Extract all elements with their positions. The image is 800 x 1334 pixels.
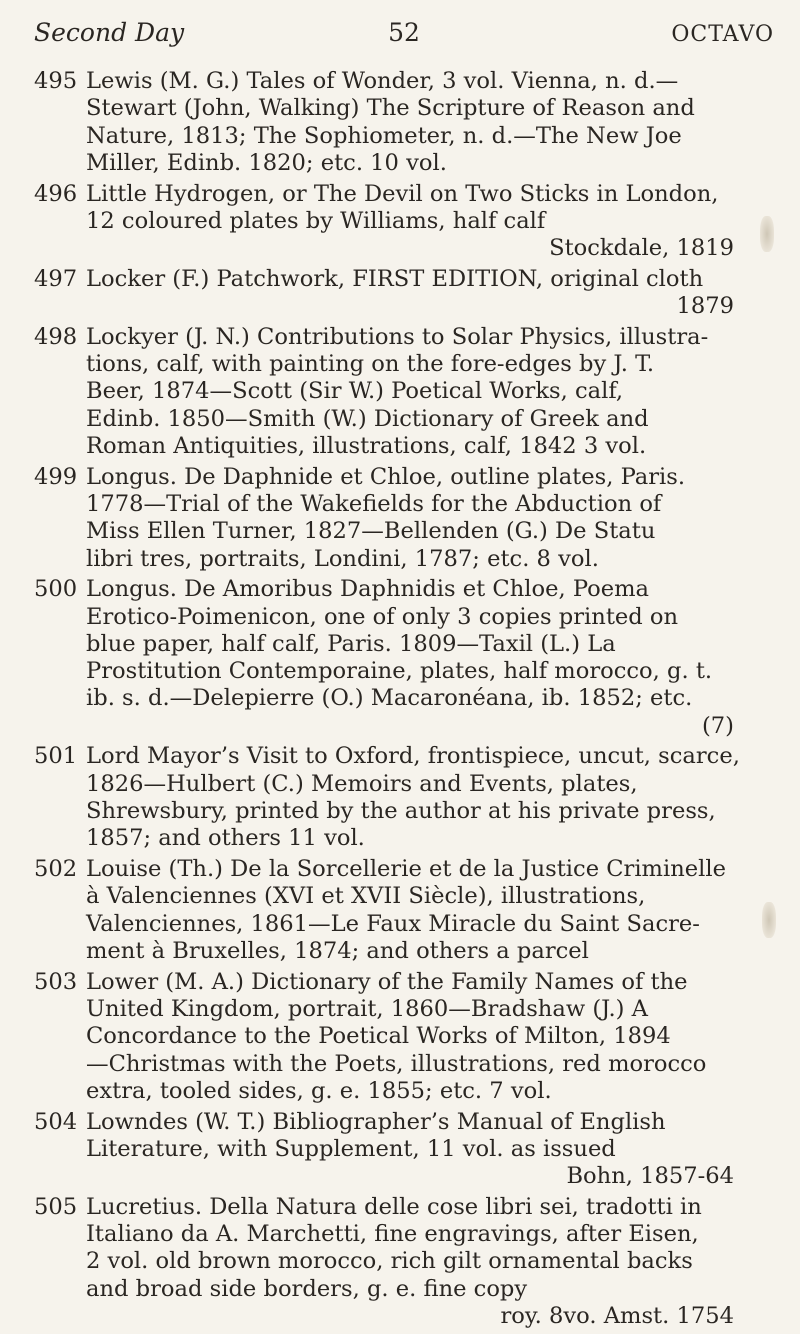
- lot-number: 495: [34, 68, 78, 94]
- lot-description-line: Locker (F.) Patchwork, FIRST EDITION, original cloth: [86, 265, 704, 292]
- lot-description-line: roy. 8vo. Amst. 1754: [500, 1302, 734, 1329]
- lot-description-line: Stockdale, 1819: [549, 235, 734, 262]
- lot-description-line: Roman Antiquities, illustrations, calf, 1842 3 vol.: [86, 433, 647, 460]
- margin-mark: [760, 216, 774, 252]
- lot-description-line: and broad side borders, g. e. fine copy: [86, 1275, 528, 1302]
- lot-number: 504: [34, 1108, 78, 1135]
- header-day: Second Day: [34, 18, 185, 47]
- lot-entry: [34, 181, 734, 263]
- lot-description-line: tions, calf, with painting on the fore-edges by J. T.: [86, 351, 655, 378]
- lot-list: [34, 68, 740, 1334]
- lot-number: 496: [34, 180, 78, 207]
- lot-description-line: Edinb. 1850—Smith (W.) Dictionary of Greek and: [86, 405, 649, 432]
- lot-description-line: Stewart (John, Walking) The Scripture of Reason and: [86, 95, 695, 122]
- lot-description-line: 1857; and others 11 vol.: [86, 825, 365, 852]
- lot-description-line: Valenciennes, 1861—Le Faux Miracle du Saint Sacre-: [86, 910, 700, 937]
- lot-entry: [34, 856, 734, 965]
- lot-description-line: extra, tooled sides, g. e. 1855; etc. 7 vol.: [86, 1077, 552, 1104]
- lot-description-line: Lucretius. Della Natura delle cose libri sei, tradotti in: [86, 1193, 702, 1220]
- lot-description-line: Little Hydrogen, or The Devil on Two Sticks in London,: [86, 180, 719, 207]
- lot-number: 503: [34, 968, 78, 995]
- lot-description-line: Lower (M. A.) Dictionary of the Family Names of the: [86, 968, 688, 995]
- lot-description-line: Louise (Th.) De la Sorcellerie et de la Justice Criminelle: [86, 856, 726, 883]
- page-number: 52: [388, 18, 420, 47]
- lot-description-line: —Christmas with the Poets, illustrations, red morocco: [86, 1050, 707, 1077]
- lot-description-line: Miss Ellen Turner, 1827—Bellenden (G.) De Statu: [86, 518, 656, 545]
- lot-entry: [34, 68, 734, 177]
- lot-description-line: Beer, 1874—Scott (Sir W.) Poetical Works, calf,: [86, 378, 624, 405]
- lot-description-line: blue paper, half calf, Paris. 1809—Taxil (L.) La: [86, 630, 616, 657]
- lot-description-line: (7): [701, 712, 734, 739]
- lot-description-line: 1826—Hulbert (C.) Memoirs and Events, plates,: [86, 770, 638, 797]
- margin-mark: [762, 902, 776, 938]
- lot-description-line: 1778—Trial of the Wakefields for the Abduction of: [86, 491, 662, 518]
- lot-entry: [34, 1194, 734, 1330]
- lot-description-line: United Kingdom, portrait, 1860—Bradshaw (J.) A: [86, 995, 648, 1022]
- lot-entry: [34, 743, 740, 852]
- lot-description-line: 1879: [676, 293, 734, 320]
- lot-description-line: ib. s. d.—Delepierre (O.) Macaronéana, ib. 1852; etc.: [86, 685, 693, 712]
- lot-entry: [34, 266, 734, 321]
- lot-number: 501: [34, 743, 78, 770]
- lot-description-line: Longus. De Daphnide et Chloe, outline plates, Paris.: [86, 463, 686, 490]
- lot-description-line: 12 coloured plates by Williams, half calf: [86, 207, 546, 234]
- lot-number: 498: [34, 323, 78, 350]
- header-format: OCTAVO: [671, 22, 774, 47]
- lot-entry: [34, 464, 734, 573]
- lot-description-line: Miller, Edinb. 1820; etc. 10 vol.: [86, 149, 447, 176]
- lot-description-line: Lockyer (J. N.) Contributions to Solar Physics, illustra-: [86, 323, 709, 350]
- lot-description-line: ment à Bruxelles, 1874; and others a parcel: [86, 937, 589, 964]
- lot-description-line: Nature, 1813; The Sophiometer, n. d.—The New Joe: [86, 122, 682, 149]
- lot-description-line: Erotico-Poimenicon, one of only 3 copies printed on: [86, 603, 679, 630]
- page-header: [34, 18, 774, 54]
- lot-number: 500: [34, 576, 78, 603]
- lot-number: 505: [34, 1193, 78, 1220]
- lot-description-line: à Valenciennes (XVI et XVII Siècle), illustrations,: [86, 883, 646, 910]
- lot-description-line: Lewis (M. G.) Tales of Wonder, 3 vol. Vienna, n. d.—: [86, 68, 679, 94]
- lot-entry: [34, 1109, 734, 1191]
- lot-entry: [34, 969, 734, 1105]
- lot-description-line: Concordance to the Poetical Works of Milton, 1894: [86, 1023, 671, 1050]
- lot-description-line: libri tres, portraits, Londini, 1787; etc. 8 vol.: [86, 545, 599, 572]
- lot-description-line: Lord Mayor’s Visit to Oxford, frontispiece, uncut, scarce,: [86, 743, 740, 770]
- lot-entry: [34, 324, 734, 460]
- lot-description-line: 2 vol. old brown morocco, rich gilt ornamental backs: [86, 1248, 693, 1275]
- lot-description-line: Bohn, 1857-64: [566, 1163, 734, 1190]
- lot-number: 502: [34, 856, 78, 883]
- lot-number: 499: [34, 463, 78, 490]
- lot-number: 497: [34, 265, 78, 292]
- lot-description-line: Longus. De Amoribus Daphnidis et Chloe, Poema: [86, 576, 649, 603]
- lot-description-line: Prostitution Contemporaine, plates, half morocco, g. t.: [86, 658, 713, 685]
- lot-description-line: Italiano da A. Marchetti, fine engravings, after Eisen,: [86, 1221, 699, 1248]
- lot-description-line: Literature, with Supplement, 11 vol. as issued: [86, 1135, 616, 1162]
- lot-description-line: Lowndes (W. T.) Bibliographer’s Manual of English: [86, 1108, 666, 1135]
- lot-description-line: Shrewsbury, printed by the author at his private press,: [86, 798, 716, 825]
- lot-entry: [34, 576, 734, 740]
